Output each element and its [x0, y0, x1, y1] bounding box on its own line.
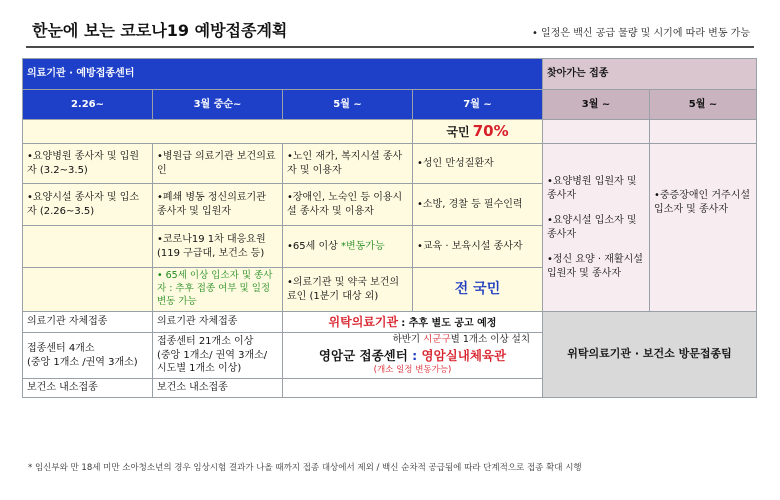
empty-cell	[283, 379, 543, 398]
header-visiting-vaccination: 찾아가는 접종	[543, 59, 757, 90]
center-count-cell	[23, 333, 153, 379]
vaccination-schedule-table	[22, 58, 757, 398]
date-header-2: 3월 중순~	[153, 90, 283, 120]
county-label: 시군구	[423, 334, 451, 346]
date-header-4: 7월 ~	[413, 90, 543, 120]
visiting-march-cell	[543, 144, 650, 312]
title-bar	[26, 10, 754, 48]
visiting-team-cell: 위탁의료기관 · 보건소 방문접종팀	[543, 312, 757, 398]
opening-schedule-note: (개소 일정 변동가능)	[373, 365, 452, 376]
center-colon: :	[412, 348, 418, 364]
date-header-5: 3월 ~	[543, 90, 650, 120]
group-cell: •성인 만성질환자	[413, 144, 543, 184]
group-cell: •병원급 의료기관 보건의료인	[153, 144, 283, 184]
center-count-label-2: 접종센터 21개소 이상	[157, 336, 254, 348]
national-70-cell	[413, 120, 543, 144]
second-half-suffix: 별 1개소 이상 설치	[450, 334, 530, 346]
group-cell: •교육 · 보육시설 종사자	[413, 226, 543, 268]
consigned-clinic-cell	[283, 312, 543, 333]
date-header-3: 5월 ~	[283, 90, 413, 120]
schedule-note: • 일정은 백신 공급 물량 및 시기에 따라 변동 가능	[531, 28, 750, 39]
over-65-note: • 65세 이상 입소자 및 종사자 : 추후 접종 여부 및 일정 변동 가능	[153, 268, 283, 312]
empty-cell	[23, 120, 413, 144]
bottom-row-cell: 보건소 내소접종	[153, 379, 283, 398]
yeongam-center-cell	[283, 333, 543, 379]
visiting-march-item-2: •요양시설 입소자 및 종사자	[547, 215, 637, 240]
consigned-clinic-label: 위탁의료기관	[328, 314, 399, 329]
group-cell: •소방, 경찰 등 필수인력	[413, 184, 543, 226]
visiting-march-item-1: •요양병원 입원자 및 종사자	[547, 176, 637, 201]
visiting-march-item-3: •정신 요양 · 재활시설 입원자 및 종사자	[547, 254, 643, 279]
yeongam-center-label: 영암군 접종센터	[318, 348, 408, 364]
national-label: 국민	[446, 125, 470, 140]
empty-cell	[23, 268, 153, 312]
group-cell: •의료기관 및 약국 보건의료인 (1분기 대상 외)	[283, 268, 413, 312]
center-count-cell-2	[153, 333, 283, 379]
group-cell: •노인 재가, 복지시설 종사자 및 이용자	[283, 144, 413, 184]
second-half-prefix: 하반기	[392, 334, 421, 346]
center-count-sub: (중앙 1개소 /권역 3개소)	[27, 356, 138, 368]
bottom-row-label: 보건소 내소접종	[23, 379, 153, 398]
yeongam-center-line	[287, 348, 538, 365]
yeongam-venue: 영암실내체육관	[421, 348, 507, 364]
center-count-label: 접종센터 4개소	[27, 343, 95, 354]
group-cell: •요양병원 종사자 및 입원자 (3.2~3.5)	[23, 144, 153, 184]
footnote: * 임신부와 만 18세 미만 소아청소년의 경우 임상시험 결과가 나올 때까지 접종 대상에서 제외 / 백신 순차적 공급됨에 따라 단계적으로 접종 확대 시행	[28, 463, 582, 473]
over-65-label: •65세 이상	[287, 240, 338, 252]
all-citizens-cell: 전 국민	[413, 268, 543, 312]
page-title: 한눈에 보는 코로나19 예방접종계획	[32, 21, 288, 40]
consigned-clinic-note: : 추후 별도 공고 예정	[401, 317, 497, 329]
empty-cell	[543, 120, 650, 144]
group-cell: •폐쇄 병동 정신의료기관 종사자 및 입원자	[153, 184, 283, 226]
group-cell: •코로나19 1차 대응요원 (119 구급대, 보건소 등)	[153, 226, 283, 268]
group-cell: •장애인, 노숙인 등 이용시설 종사자 및 이용자	[283, 184, 413, 226]
empty-cell	[23, 226, 153, 268]
bottom-row-label: 의료기관 자체접종	[23, 312, 153, 333]
date-header-6: 5월 ~	[650, 90, 757, 120]
group-cell: •요양시설 종사자 및 입소자 (2.26~3.5)	[23, 184, 153, 226]
visiting-may-cell: •중증장애인 거주시설 입소자 및 종사자	[650, 144, 757, 312]
national-percent: 70%	[472, 122, 509, 141]
bottom-row-cell: 의료기관 자체접종	[153, 312, 283, 333]
header-medical-institutions: 의료기관 · 예방접종센터	[23, 59, 543, 90]
empty-cell	[650, 120, 757, 144]
change-possible-flag: *변동가능	[340, 240, 385, 252]
second-half-note	[287, 334, 538, 347]
date-header-1: 2.26~	[23, 90, 153, 120]
center-count-sub-2: (중앙 1개소/ 권역 3개소/ 시도별 1개소 이상)	[157, 349, 268, 375]
group-cell-over-65	[283, 226, 413, 268]
